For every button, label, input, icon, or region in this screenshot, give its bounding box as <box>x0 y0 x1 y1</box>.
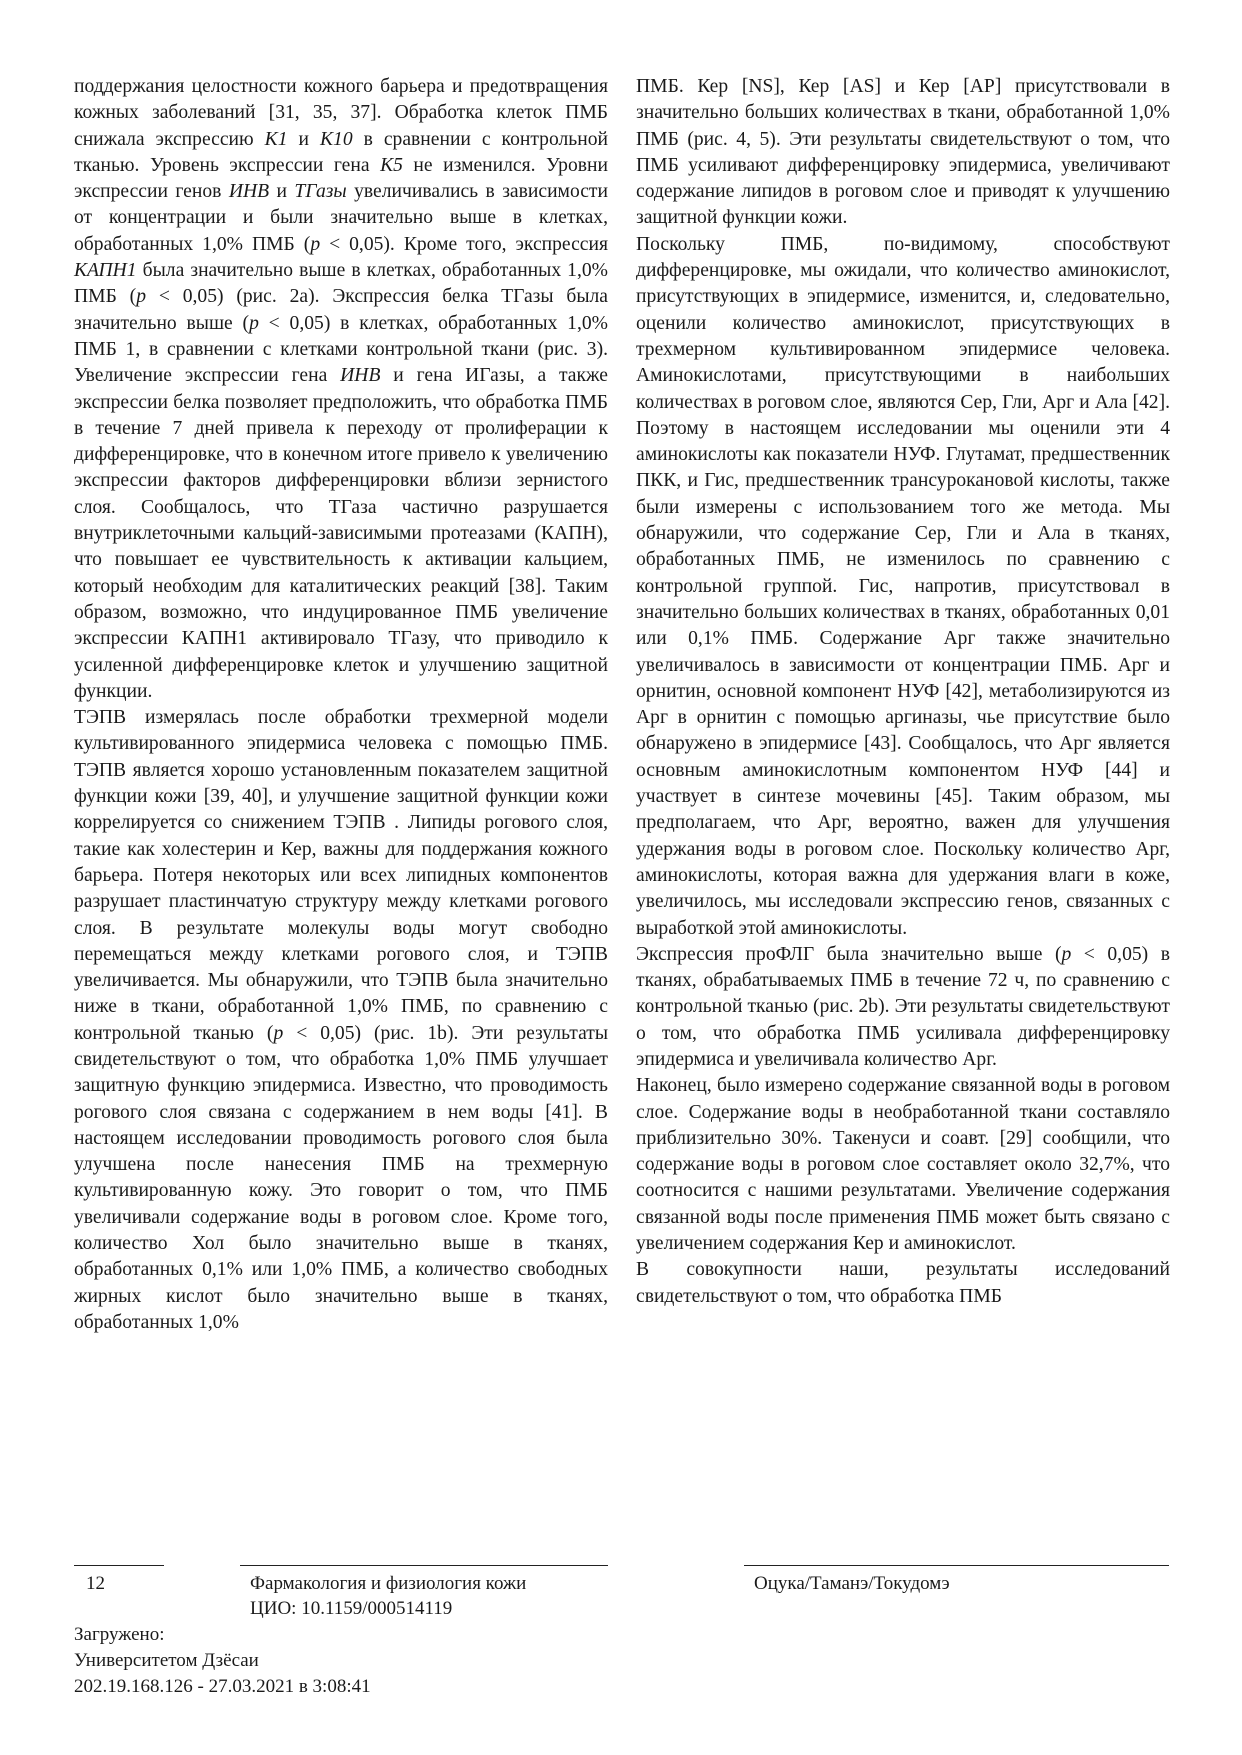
download-institution: Университетом Дзёсаи <box>74 1650 259 1671</box>
left-column <box>74 74 608 1336</box>
footer-rule-journal <box>240 1565 608 1566</box>
page-number: 12 <box>86 1573 105 1594</box>
download-label: Загружено: <box>74 1624 165 1645</box>
body-paragraph: Экспрессия проФЛГ была значительно выше (p < 0,05) в тканях, обрабатываемых ПМБ в течение 72 ч, по сравнению с контрольной тканью (рис. 2b). Эти результаты свидетельствуют о том, что обработка ПМБ усиливала дифференцировку эпидермиса и увеличивала количество Арг. <box>636 943 1170 1070</box>
body-paragraph: Наконец, было измерено содержание связанной воды в роговом слое. Содержание воды в необработанной ткани составляло приблизительно 30%. Такенуси и соавт. [29] сообщили, что содержание воды в роговом слое составляет около 32,7%, что соотносится с нашими результатами. Увеличение содержания связанной воды после применения ПМБ может быть связано с увеличением содержания Кер и аминокислот. <box>636 1075 1170 1255</box>
running-authors: Оцука/Таманэ/Токудомэ <box>754 1573 950 1594</box>
body-paragraph: поддержания целостности кожного барьера и предотвращения кожных заболеваний [31, 35, 37]. Обработка клеток ПМБ снижала экспрессию K1 и K10 в сравнении с контрольной тканью. Уровень экспрессии гена K5 не изменился. Уровни экспрессии генов ИНВ и ТГазы увеличивались в зависимости от концентрации и были значительно выше в клетках, обработанных 1,0% ПМБ (p < 0,05). Кроме того, экспрессия КАПН1 была значительно выше в клетках, обработанных 1,0% ПМБ (p < 0,05) (рис. 2a). Экспрессия белка ТГазы была значительно выше (p < 0,05) в клетках, обработанных 1,0% ПМБ 1, в сравнении с клетками контрольной ткани (рис. 3). Увеличение экспрессии гена ИНВ и гена ИГазы, а также экспрессии белка позволяет предположить, что обработка ПМБ в течение 7 дней привела к переходу от пролиферации к дифференцировке, что в конечном итоге привело к увеличению экспрессии факторов дифференцировки вблизи зернистого слоя. Сообщалось, что ТГаза частично разрушается внутриклеточными кальций-зависимыми протеазами (КАПН), что повышает ее чувствительность к активации кальцием, который необходим для каталитических реакций [38]. Таким образом, возможно, что индуцированное ПМБ увеличение экспрессии КАПН1 активировало ТГазу, что приводило к усиленной дифференцировке клеток и улучшению защитной функции. <box>74 76 609 702</box>
download-ip-time: 202.19.168.126 - 27.03.2021 в 3:08:41 <box>74 1676 371 1697</box>
body-paragraph: ТЭПВ измерялась после обработки трехмерной модели культивированного эпидермиса человека с помощью ПМБ. ТЭПВ является хорошо установленным показателем защитной функции кожи [39, 40], и улучшение защитной функции кожи коррелируется со снижением ТЭПВ . Липиды рогового слоя, такие как холестерин и Кер, важны для поддержания кожного барьера. Потеря некоторых или всех липидных компонентов разрушает пластинчатую структуру между клетками рогового слоя. В результате молекулы воды могут свободно перемещаться между клетками рогового слоя, и ТЭПВ увеличивается. Мы обнаружили, что ТЭПВ была значительно ниже в ткани, обработанной 1,0% ПМБ, по сравнению с контрольной тканью (p < 0,05) (рис. 1b). Эти результаты свидетельствуют о том, что обработка 1,0% ПМБ улучшает защитную функцию эпидермиса. Известно, что проводимость рогового слоя связана с содержанием в нем воды [41]. В настоящем исследовании проводимость рогового слоя была улучшена после нанесения ПМБ на трехмерную культивированную кожу. Это говорит о том, что ПМБ увеличивали содержание воды в роговом слое. Кроме того, количество Хол было значительно выше в тканях, обработанных 0,1% или 1,0% ПМБ, а количество свободных жирных кислот было значительно выше в тканях, обработанных 1,0% <box>74 707 608 1333</box>
footer-rule-authors <box>744 1565 1169 1566</box>
journal-name: Фармакология и физиология кожи <box>250 1573 527 1594</box>
body-paragraph: В совокупности наши, результаты исследований свидетельствуют о том, что обработка ПМБ <box>636 1259 1170 1307</box>
right-column <box>636 74 1170 1310</box>
footer-rule-page <box>74 1565 164 1566</box>
body-paragraph: Поскольку ПМБ, по-видимому, способствуют дифференцировке, мы ожидали, что количество аминокислот, присутствующих в эпидермисе, изменится, и, следовательно, оценили количество аминокислот, присутствующих в трехмерном культивированном эпидермисе человека. Аминокислотами, присутствующими в наибольших количествах в роговом слое, являются Сер, Гли, Арг и Ала [42]. Поэтому в настоящем исследовании мы оценили эти 4 аминокислоты как показатели НУФ. Глутамат, предшественник ПКК, и Гис, предшественник трансурокановой кислоты, также были измерены с использованием того же метода. Мы обнаружили, что содержание Сер, Гли и Ала в тканях, обработанных ПМБ, не изменилось по сравнению с контрольной группой. Гис, напротив, присутствовал в значительно больших количествах в тканях, обработанных 0,01 или 0,1% ПМБ. Содержание Арг также значительно увеличивалось в зависимости от концентрации ПМБ. Арг и орнитин, основной компонент НУФ [42], метаболизируются из Арг в орнитин с помощью аргиназы, чье присутствие было обнаружено в эпидермисе [43]. Сообщалось, что Арг является основным аминокислотным компонентом НУФ [44] и участвует в синтезе мочевины [45]. Таким образом, мы предполагаем, что Арг, вероятно, важен для улучшения удержания воды в роговом слое. Поскольку количество Арг, аминокислоты, которая важна для удержания влаги в коже, увеличилось, мы исследовали экспрессию генов, связанных с выработкой этой аминокислоты. <box>636 233 1170 939</box>
doi: ЦИО: 10.1159/000514119 <box>250 1598 453 1619</box>
body-paragraph: ПМБ. Кер [NS], Кер [AS] и Кер [AP] присутствовали в значительно больших количествах в ткани, обработанной 1,0% ПМБ (рис. 4, 5). Эти результаты свидетельствуют о том, что ПМБ усиливают дифференцировку эпидермиса, увеличивают содержание липидов в роговом слое и приводят к улучшению защитной функции кожи. <box>636 76 1170 229</box>
